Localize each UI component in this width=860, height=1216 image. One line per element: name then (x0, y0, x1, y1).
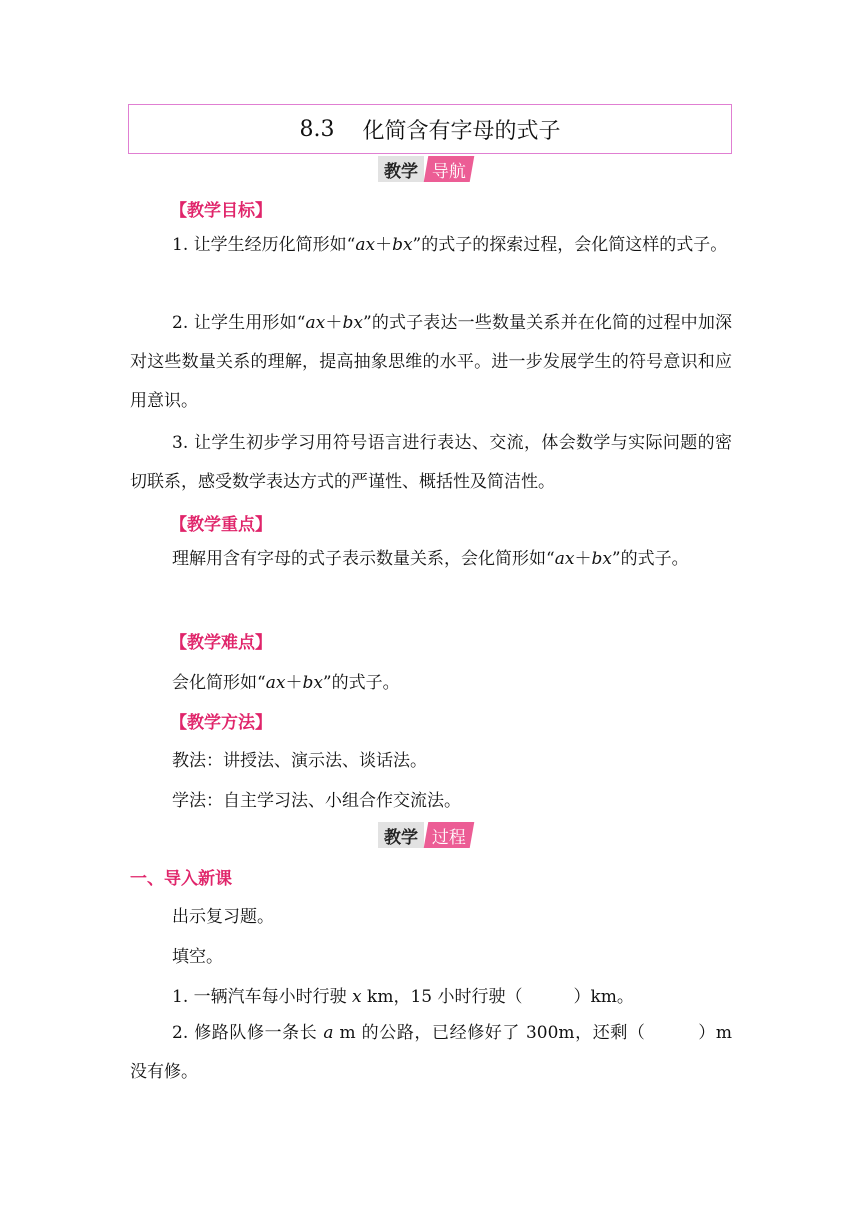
goal-item-1: 1. 让学生经历化简形如“ax＋bx”的式子的探索过程，会化简这样的式子。 (172, 235, 728, 255)
learning-methods-text: 学法：自主学习法、小组合作交流法。 (172, 791, 461, 811)
badge-right-label: 导航 (424, 156, 475, 182)
teaching-process-badge (378, 822, 472, 848)
question-1: 1. 一辆汽车每小时行驶 x km，15 小时行驶（ ）km。 (172, 987, 634, 1007)
question-2: 2. 修路队修一条长 a m 的公路，已经修好了 300m，还剩（ ）m 没有修。 (130, 1023, 732, 1082)
key-points-heading: 【教学重点】 (170, 515, 272, 535)
goal-item-3: 3. 让学生初步学习用符号语言进行表达、交流，体会数学与实际问题的密切联系，感受数学表达方式的严谨性、概括性及简洁性。 (130, 433, 732, 492)
lesson-number: 8.3 (299, 116, 335, 142)
teaching-guide-badge (378, 156, 472, 182)
lesson-title-box (128, 104, 732, 154)
teaching-methods-text: 教法：讲授法、演示法、谈话法。 (172, 751, 427, 771)
badge-left-label: 教学 (378, 156, 424, 182)
intro-heading: 一、导入新课 (130, 869, 232, 889)
intro-line-2: 填空。 (172, 947, 223, 967)
goals-heading: 【教学目标】 (170, 201, 272, 221)
difficulties-text: 会化简形如“ax＋bx”的式子。 (172, 673, 400, 693)
badge-right-label: 过程 (424, 822, 475, 848)
badge-left-label: 教学 (378, 822, 424, 848)
intro-line-1: 出示复习题。 (172, 907, 274, 927)
lesson-title: 化简含有字母的式子 (362, 118, 561, 144)
methods-heading: 【教学方法】 (170, 713, 272, 733)
difficulties-heading: 【教学难点】 (170, 633, 272, 653)
goal-item-2: 2. 让学生用形如“ax＋bx”的式子表达一些数量关系并在化简的过程中加深对这些数量关系的理解，提高抽象思维的水平。进一步发展学生的符号意识和应用意识。 (130, 313, 732, 411)
key-points-text: 理解用含有字母的式子表示数量关系，会化简形如“ax＋bx”的式子。 (172, 549, 689, 569)
